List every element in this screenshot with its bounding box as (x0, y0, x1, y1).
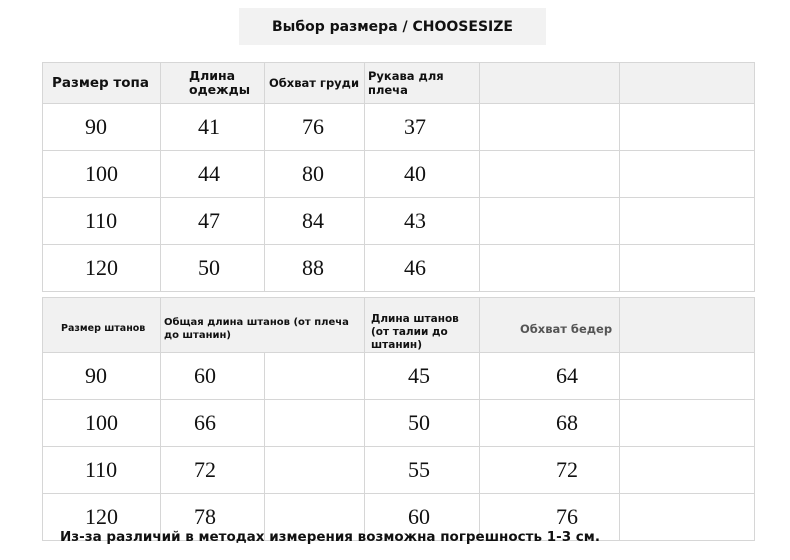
table-cell-empty (620, 151, 755, 198)
page-title (239, 8, 546, 45)
table-cell: 50 (161, 245, 265, 292)
table-cell: 43 (365, 198, 480, 245)
table-cell-empty (620, 198, 755, 245)
table-cell-empty (480, 245, 620, 292)
top-table-header-row (43, 63, 755, 104)
table-cell-empty (265, 447, 365, 494)
table-cell-empty (265, 353, 365, 400)
table-row (43, 245, 755, 292)
pants-header-size: Размер штанов (43, 298, 161, 353)
table-cell: 80 (265, 151, 365, 198)
measurement-note: Из-за различий в методах измерения возможна погрешность 1-3 см. (60, 529, 600, 545)
pants-header-empty (620, 298, 755, 353)
table-cell: 40 (365, 151, 480, 198)
table-cell: 47 (161, 198, 265, 245)
pants-table-header-row (43, 298, 755, 353)
table-cell: 66 (161, 400, 265, 447)
table-cell-empty (620, 353, 755, 400)
pants-size-table (42, 297, 755, 541)
table-cell: 120 (43, 245, 161, 292)
table-cell: 41 (161, 104, 265, 151)
table-row (43, 151, 755, 198)
table-cell: 55 (365, 447, 480, 494)
table-cell: 45 (365, 353, 480, 400)
top-header-empty-1 (480, 63, 620, 104)
table-cell: 88 (265, 245, 365, 292)
table-cell-empty (620, 104, 755, 151)
table-cell: 84 (265, 198, 365, 245)
table-cell: 68 (480, 400, 620, 447)
table-cell: 72 (480, 447, 620, 494)
table-cell: 46 (365, 245, 480, 292)
pants-header-hips: Обхват бедер (480, 298, 620, 353)
table-row (43, 400, 755, 447)
table-cell: 78 (161, 494, 265, 541)
table-row (43, 104, 755, 151)
table-cell: 100 (43, 151, 161, 198)
pants-header-length: Длина штанов (от талии до штанин) (365, 298, 480, 353)
top-header-empty-2 (620, 63, 755, 104)
table-cell: 76 (265, 104, 365, 151)
table-cell: 44 (161, 151, 265, 198)
top-header-length: Длина одежды (161, 63, 265, 104)
top-header-sleeve: Рукава для плеча (365, 63, 480, 104)
table-cell-empty (620, 245, 755, 292)
table-cell: 64 (480, 353, 620, 400)
table-cell-empty (480, 151, 620, 198)
page-title-text: Выбор размера / CHOOSESIZE (272, 18, 513, 35)
top-header-size: Размер топа (43, 63, 161, 104)
table-cell-empty (480, 104, 620, 151)
table-cell: 110 (43, 198, 161, 245)
table-cell-empty (265, 400, 365, 447)
table-cell: 72 (161, 447, 265, 494)
table-row (43, 353, 755, 400)
table-cell: 50 (365, 400, 480, 447)
table-cell: 37 (365, 104, 480, 151)
table-cell: 60 (365, 494, 480, 541)
table-row (43, 447, 755, 494)
table-cell-empty (480, 198, 620, 245)
table-cell: 110 (43, 447, 161, 494)
table-cell-empty (620, 400, 755, 447)
table-cell-empty (620, 494, 755, 541)
top-header-chest: Обхват груди (265, 63, 365, 104)
table-cell: 60 (161, 353, 265, 400)
table-cell: 120 (43, 494, 161, 541)
table-cell: 90 (43, 104, 161, 151)
table-cell: 100 (43, 400, 161, 447)
table-cell-empty (620, 447, 755, 494)
table-cell: 76 (480, 494, 620, 541)
table-cell: 90 (43, 353, 161, 400)
top-size-table (42, 62, 755, 292)
table-row (43, 198, 755, 245)
pants-header-total-length: Общая длина штанов (от плеча до штанин) (161, 298, 365, 353)
